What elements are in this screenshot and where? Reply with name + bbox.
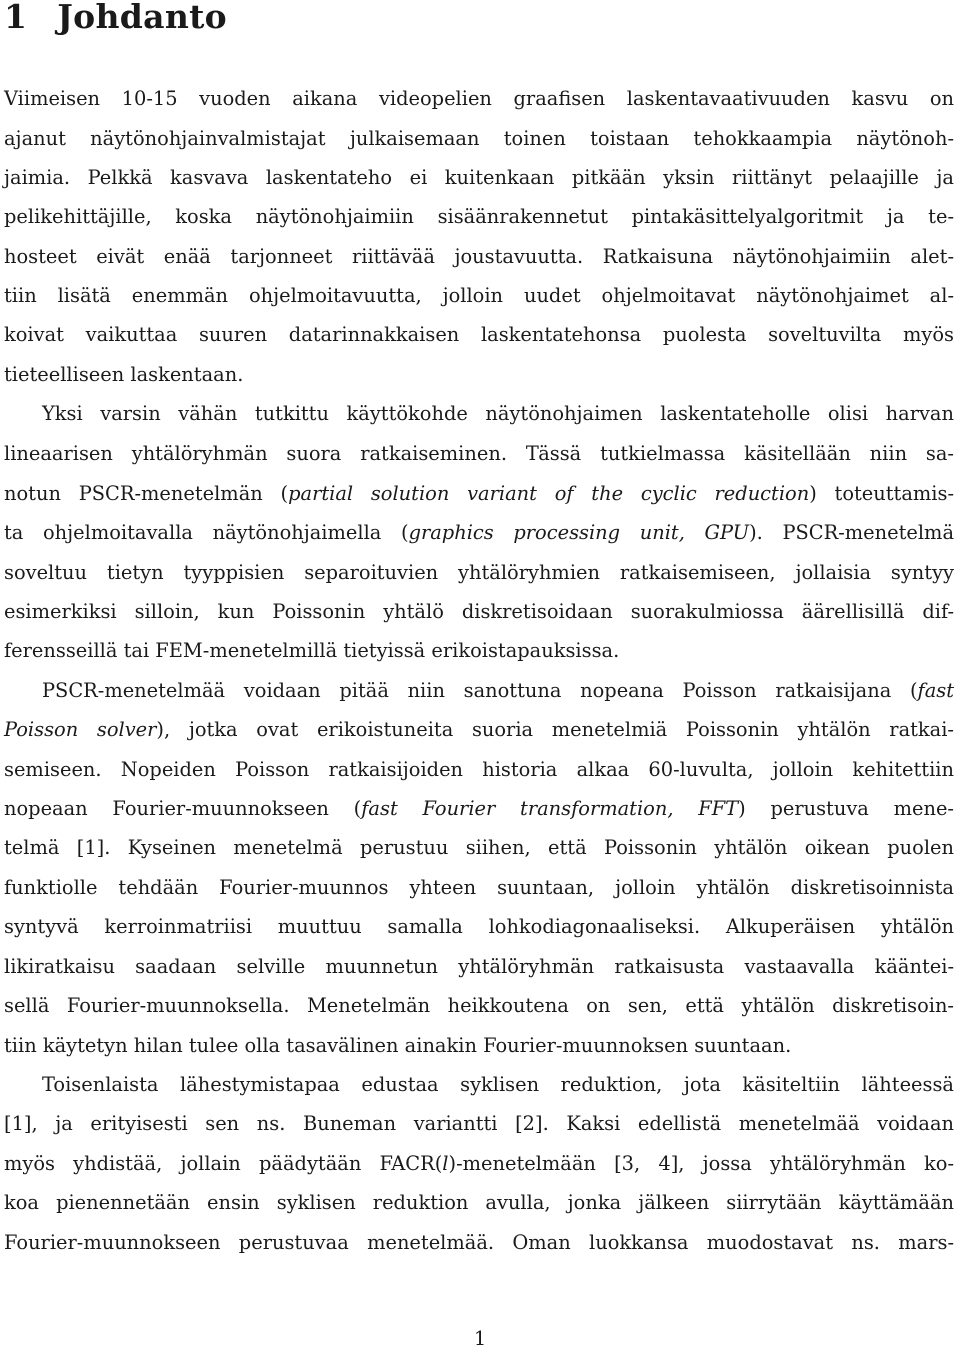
- text-line: Fourier-muunnokseen perustuvaa menetelmää. Oman luokkansa muodostavat ns. mars-: [4, 1231, 954, 1254]
- text-line: esimerkiksi silloin, kun Poissonin yhtälö diskretisoidaan suorakulmiossa äärellisillä dif-: [4, 600, 954, 623]
- section-title: Johdanto: [57, 0, 227, 36]
- text-line: [4, 717, 954, 743]
- section-number: 1: [4, 0, 28, 36]
- text-line: Yksi varsin vähän tutkittu käyttökohde näytönohjaimen laskentateholle olisi harvan: [42, 402, 954, 425]
- text-line: tiin käytetyn hilan tulee olla tasavälinen ainakin Fourier-muunnoksen suuntaan.: [4, 1034, 792, 1057]
- italic-term: Poisson solver: [4, 718, 157, 741]
- text-line: syntyvä kerroinmatriisi muuttuu samalla lohkodiagonaaliseksi. Alkuperäisen yhtälön: [4, 915, 954, 938]
- text-line: telmä [1]. Kyseinen menetelmä perustuu siihen, että Poissonin yhtälön oikean puolen: [4, 836, 954, 859]
- italic-term: l: [442, 1152, 449, 1175]
- text-line: ajanut näytönohjainvalmistajat julkaisemaan toinen toistaan tehokkaampia näytönoh-: [4, 127, 954, 150]
- text-line: Viimeisen 10-15 vuoden aikana videopelien graafisen laskentavaativuuden kasvu on: [4, 87, 954, 110]
- line-seg: notun PSCR-menetelmän (: [4, 482, 289, 505]
- line-seg: )-menetelmään [3, 4], jossa yhtälöryhmän ko-: [448, 1152, 955, 1175]
- italic-term: fast Fourier transformation, FFT: [361, 797, 739, 820]
- line-seg: ), jotka ovat erikoistuneita suoria menetelmiä Poissonin yhtälön ratkai-: [156, 718, 954, 741]
- line-seg: nopeaan Fourier-muunnokseen (: [4, 797, 362, 820]
- text-line: hosteet eivät enää tarjonneet riittävää joustavuutta. Ratkaisuna näytönohjaimiin alet-: [4, 245, 954, 268]
- text-line: Toisenlaista lähestymistapaa edustaa syklisen reduktion, jota käsiteltiin lähteessä: [42, 1073, 954, 1096]
- text-line: jaimia. Pelkkä kasvava laskentateho ei kuitenkaan pitkään yksin riittänyt pelaajille ja: [4, 166, 954, 189]
- text-line: likiratkaisu saadaan selville muunnetun yhtälöryhmän ratkaisusta vastaavalla kääntei-: [4, 955, 954, 978]
- text-line: ferensseillä tai FEM-menetelmillä tietyissä erikoistapauksissa.: [4, 639, 620, 662]
- text-line: funktiolle tehdään Fourier-muunnos yhteen suuntaan, jolloin yhtälön diskretisoinnista: [4, 876, 954, 899]
- text-line: koa pienennetään ensin syklisen reduktion avulla, jonka jälkeen siirrytään käyttämään: [4, 1191, 954, 1214]
- text-line: sellä Fourier-muunnoksella. Menetelmän heikkoutena on sen, että yhtälön diskretisoin-: [4, 994, 954, 1017]
- italic-term: graphics processing unit, GPU: [408, 521, 750, 544]
- text-line: [4, 520, 954, 546]
- text-line: [4, 481, 954, 507]
- text-line: lineaarisen yhtälöryhmän suora ratkaiseminen. Tässä tutkielmassa käsitellään niin sa-: [4, 442, 954, 465]
- section-heading: [4, 0, 227, 40]
- italic-term: fast: [917, 679, 954, 702]
- text-line: [42, 678, 954, 704]
- text-line: semiseen. Nopeiden Poisson ratkaisijoiden historia alkaa 60-luvulta, jolloin kehitettiin: [4, 758, 954, 781]
- line-seg: ) toteuttamis-: [809, 482, 954, 505]
- text-line: tiin lisätä enemmän ohjelmoitavuutta, jolloin uudet ohjelmoitavat näytönohjaimet al-: [4, 284, 954, 307]
- line-seg: myös yhdistää, jollain päädytään FACR(: [4, 1152, 443, 1175]
- line-seg: ) perustuva mene-: [738, 797, 954, 820]
- text-line: tieteelliseen laskentaan.: [4, 363, 244, 386]
- text-line: [4, 796, 954, 822]
- text-line: koivat vaikuttaa suuren datarinnakkaisen laskentatehonsa puolesta soveltuvilta myös: [4, 323, 954, 346]
- line-seg: ta ohjelmoitavalla näytönohjaimella (: [4, 521, 409, 544]
- line-seg: PSCR-menetelmää voidaan pitää niin sanottuna nopeana Poisson ratkaisijana (: [42, 679, 918, 702]
- text-line: soveltuu tietyn tyyppisien separoituvien yhtälöryhmien ratkaisemiseen, jollaisia syntyy: [4, 561, 954, 584]
- text-line: [4, 1151, 954, 1177]
- line-seg: ). PSCR-menetelmä: [749, 521, 955, 544]
- text-line: pelikehittäjille, koska näytönohjaimiin sisäänrakennetut pintakäsittelyalgoritmit ja te-: [4, 205, 954, 228]
- italic-term: partial solution variant of the cyclic reduction: [288, 482, 810, 505]
- text-line: [1], ja erityisesti sen ns. Buneman variantti [2]. Kaksi edellistä menetelmää voidaan: [4, 1112, 954, 1135]
- page-number: 1: [473, 1327, 487, 1350]
